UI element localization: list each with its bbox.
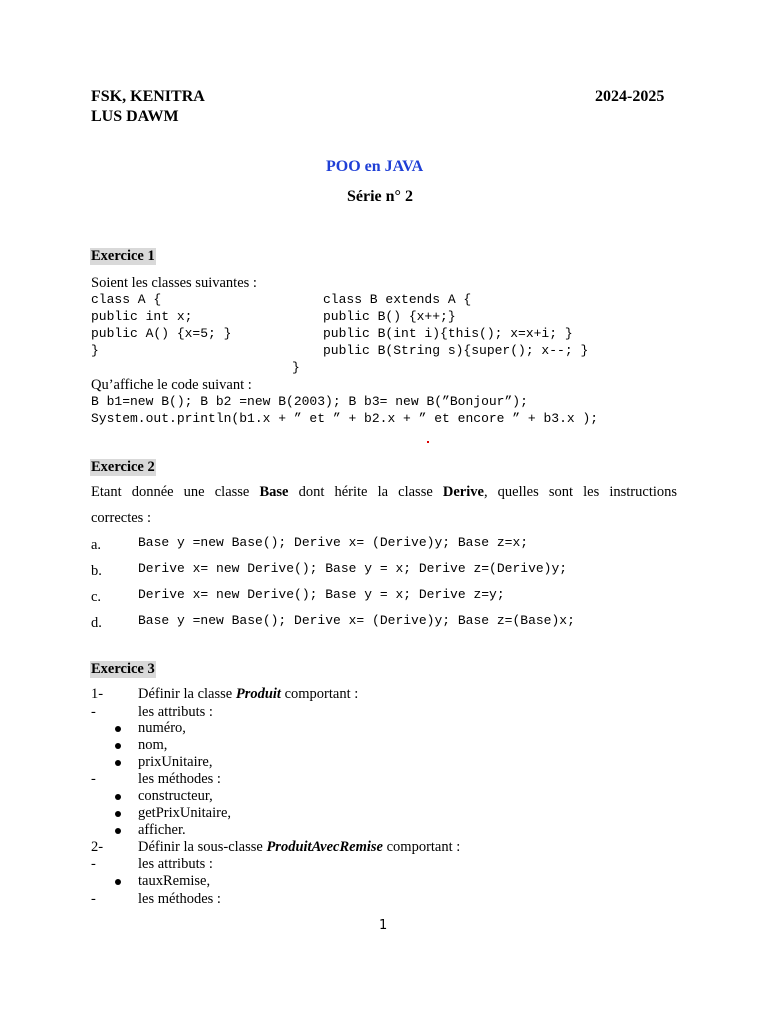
method-item: constructeur, <box>138 788 213 804</box>
option-label: b. <box>91 563 102 579</box>
option-label: d. <box>91 615 102 631</box>
dash: - <box>91 704 96 720</box>
exercise2-intro: Etant donnée une classe Base dont hérite la classe Derive, quelles sont les instructions <box>91 484 678 500</box>
exercise1-intro: Soient les classes suivantes : <box>91 275 257 291</box>
option-code: Derive x= new Derive(); Base y = x; Derive z=y; <box>138 587 505 602</box>
option-code: Base y =new Base(); Derive x= (Derive)y; Base z=x; <box>138 535 529 550</box>
bullet-icon <box>115 726 121 732</box>
exercise2-intro-line2: correctes : <box>91 510 151 526</box>
bullet-icon <box>115 760 121 766</box>
course-title: POO en JAVA <box>326 158 424 175</box>
exercise2-title: Exercice 2 <box>91 459 155 475</box>
step2-number: 2- <box>91 839 104 855</box>
step2-text: Définir la sous-classe ProduitAvecRemise comportant : <box>138 839 461 855</box>
institution: FSK, KENITRA <box>91 88 205 105</box>
step1-text: Définir la classe Produit comportant : <box>138 686 359 702</box>
classB-line: } <box>292 360 300 375</box>
attribute-item: prixUnitaire, <box>138 754 213 770</box>
option-code: Base y =new Base(); Derive x= (Derive)y; Base z=(Base)x; <box>138 613 575 628</box>
method-item: getPrixUnitaire, <box>138 805 232 821</box>
exercise1-code-line: System.out.println(b1.x + ” et ” + b2.x + ” et encore ” + b3.x ); <box>91 411 599 426</box>
classA-line: public A() {x=5; } <box>91 326 232 341</box>
exercise1-code-line: B b1=new B(); B b2 =new B(2003); B b3= new B(”Bonjour”); <box>91 394 528 409</box>
attribute-item: nom, <box>138 737 168 753</box>
page-number: 1 <box>379 918 388 933</box>
classA-line: class A { <box>91 292 162 307</box>
option-code: Derive x= new Derive(); Base y = x; Derive z=(Derive)y; <box>138 561 568 576</box>
option-label: a. <box>91 537 102 553</box>
classB-line: class B extends A { <box>323 292 472 307</box>
classA-line: public int x; <box>91 309 193 324</box>
bullet-icon <box>115 879 121 885</box>
attributes-label: les attributs : <box>138 856 213 872</box>
methods-label: les méthodes : <box>138 771 221 787</box>
exercise3-title: Exercice 3 <box>91 661 155 677</box>
attributes-label: les attributs : <box>138 704 213 720</box>
classB-line: public B(int i){this(); x=x+i; } <box>323 326 573 341</box>
step1-number: 1- <box>91 686 104 702</box>
option-label: c. <box>91 589 102 605</box>
dash: - <box>91 891 96 907</box>
program: LUS DAWM <box>91 108 179 125</box>
dash: - <box>91 856 96 872</box>
bullet-icon <box>115 811 121 817</box>
bullet-icon <box>115 743 121 749</box>
attribute-item: numéro, <box>138 720 186 736</box>
academic-year: 2024-2025 <box>595 88 665 105</box>
exercise1-title: Exercice 1 <box>91 248 155 264</box>
bullet-icon <box>115 828 121 834</box>
dash: - <box>91 771 96 787</box>
classB-line: public B(String s){super(); x--; } <box>323 343 589 358</box>
exercise1-question: Qu’affiche le code suivant : <box>91 377 252 393</box>
methods-label: les méthodes : <box>138 891 221 907</box>
classB-line: public B() {x++;} <box>323 309 456 324</box>
classA-line: } <box>91 343 99 358</box>
attribute-item: tauxRemise, <box>138 873 211 889</box>
method-item: afficher. <box>138 822 186 838</box>
bullet-icon <box>115 794 121 800</box>
stray-mark <box>427 441 429 443</box>
series-title: Série n° 2 <box>347 188 413 205</box>
